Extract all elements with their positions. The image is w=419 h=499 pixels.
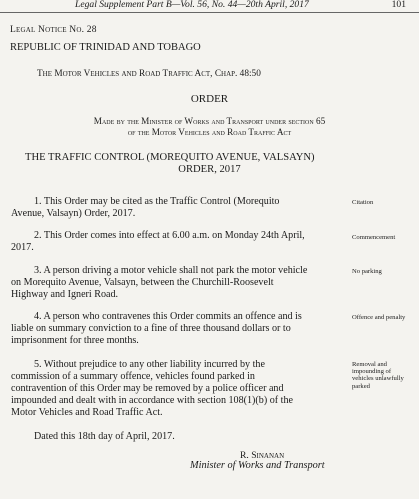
made-by-line-1: Made by the Minister of Works and Transport under section 65 — [93, 116, 326, 126]
legal-notice-number: Legal Notice No. 28 — [10, 25, 97, 35]
side-note-no-parking: No parking — [352, 268, 382, 275]
clause-2-line-2: 2017. — [11, 242, 34, 253]
clause-5-line-5: Motor Vehicles and Road Traffic Act. — [11, 407, 163, 418]
clause-4-line-3: imprisonment for three months. — [11, 335, 139, 346]
header-title: Legal Supplement Part B—Vol. 56, No. 44—20th April, 2017 — [75, 0, 309, 10]
dated-line: Dated this 18th day of April, 2017. — [34, 431, 175, 442]
clause-5-line-3: contravention of this Order may be removed by a police officer and — [11, 383, 284, 394]
clause-1-line-2: Avenue, Valsayn) Order, 2017. — [11, 208, 136, 219]
clause-2-line-1: 2. This Order comes into effect at 6.00 a.m. on Monday 24th April, — [34, 230, 305, 241]
side-note-offence-penalty: Offence and penalty — [352, 314, 406, 321]
clause-3-line-2: on Morequito Avenue, Valsayn, between the Churchill-Roosevelt — [11, 277, 274, 288]
republic-heading: REPUBLIC OF TRINIDAD AND TOBAGO — [10, 42, 201, 53]
clause-3-line-3: Highway and Igneri Road. — [11, 289, 119, 300]
act-title: The Motor Vehicles and Road Traffic Act, Chap. 48:50 — [37, 69, 261, 79]
clause-5-line-1: 5. Without prejudice to any other liability incurred by the — [34, 359, 265, 370]
clause-1-line-1: 1. This Order may be cited as the Traffic Control (Morequito — [34, 196, 280, 207]
signatory-title: Minister of Works and Transport — [190, 460, 325, 471]
side-note-removal: Removal and impounding of vehicles unlawfully parked — [352, 361, 404, 390]
clause-3-line-1: 3. A person driving a motor vehicle shall not park the motor vehicle — [34, 265, 308, 276]
side-note-citation: Citation — [352, 199, 374, 206]
clause-4-line-2: liable on summary conviction to a fine of three thousand dollars or to — [11, 323, 291, 334]
made-by-line-2: of the Motor Vehicles and Road Traffic Act — [127, 127, 292, 137]
page-number: 101 — [391, 0, 406, 10]
side-note-commencement: Commencement — [352, 234, 396, 241]
page-header — [0, 0, 419, 13]
signatory-name: R. Sinanan — [240, 450, 285, 461]
order-title-line-1: THE TRAFFIC CONTROL (MOREQUITO AVENUE, VALSAYN) — [25, 152, 315, 163]
order-title-line-2: ORDER, 2017 — [178, 164, 241, 175]
clause-5-line-4: impounded and dealt with in accordance with section 108(1)(b) of the — [11, 395, 293, 406]
clause-4-line-1: 4. A person who contravenes this Order commits an offence and is — [34, 311, 302, 322]
clause-5-line-2: commission of a summary offence, vehicles found parked in — [11, 371, 255, 382]
order-heading: ORDER — [190, 93, 229, 105]
